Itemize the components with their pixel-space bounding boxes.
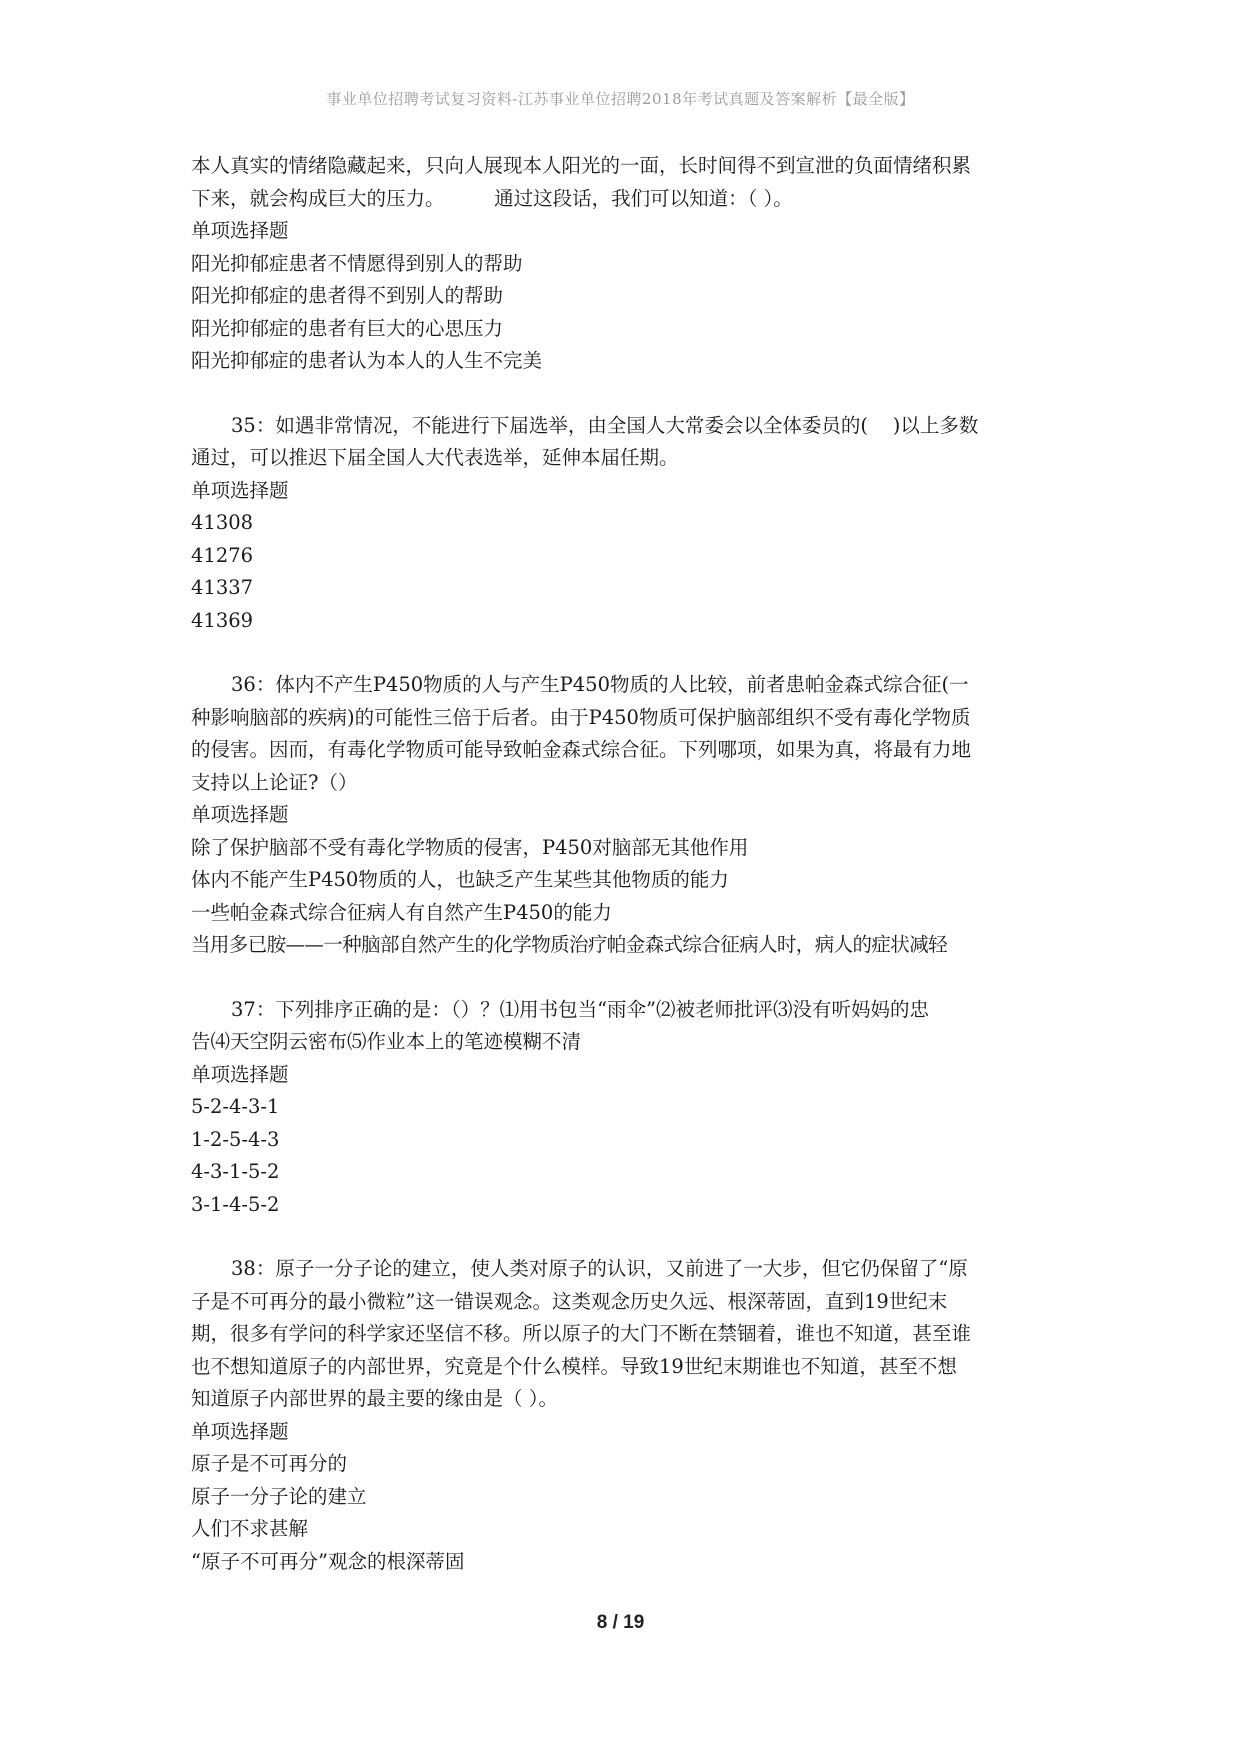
question-stem-line: 支持以上论证?（） [191, 770, 358, 794]
answer-option[interactable]: 4-3-1-5-2 [191, 1160, 280, 1183]
answer-option[interactable]: 人们不求甚解 [191, 1517, 309, 1540]
question-stem-line: 子是不可再分的最小微粒”这一错误观念。这类观念历史久远、根深蒂固，直到19世纪末 [191, 1289, 948, 1313]
answer-option[interactable]: 5-2-4-3-1 [191, 1095, 280, 1118]
question-stem-line: 通过，可以推迟下届全国人大代表选举，延伸本届任期。 [191, 446, 679, 469]
answer-option[interactable]: 阳光抑郁症的患者有巨大的心思压力 [191, 316, 504, 340]
question-continuation [191, 150, 1061, 378]
page-header: 事业单位招聘考试复习资料-江苏事业单位招聘2018年考试真题及答案解析【最全版】 [326, 90, 915, 108]
question-stem-line: 种影响脑部的疾病)的可能性三倍于后者。由于P450物质可保护脑部组织不受有毒化学物质 [191, 705, 971, 729]
answer-option[interactable]: 41308 [191, 511, 254, 534]
spacer [191, 378, 1061, 410]
answer-option[interactable]: 阳光抑郁症患者不情愿得到别人的帮助 [191, 251, 523, 275]
answer-option[interactable]: 除了保护脑部不受有毒化学物质的侵害，P450对脑部无其他作用 [191, 835, 749, 859]
answer-option[interactable]: 3-1-4-5-2 [191, 1192, 280, 1216]
answer-option[interactable]: “原子不可再分”观念的根深蒂固 [191, 1549, 465, 1573]
question-37 [191, 994, 1061, 1222]
answer-option[interactable]: 阳光抑郁症的患者认为本人的人生不完美 [191, 349, 543, 372]
answer-option[interactable]: 41369 [191, 608, 254, 632]
question-type-label: 单项选择题 [191, 219, 289, 242]
answer-option[interactable]: 原子一分子论的建立 [191, 1484, 367, 1508]
answer-option[interactable]: 41337 [191, 576, 254, 599]
question-type-label: 单项选择题 [191, 478, 289, 502]
question-35 [191, 410, 1061, 638]
answer-option[interactable]: 一些帕金森式综合征病人有自然产生P450的能力 [191, 900, 612, 924]
question-stem-line: 告⑷天空阴云密布⑸作业本上的笔迹模糊不清 [191, 1030, 582, 1053]
spacer [191, 637, 1061, 669]
answer-option[interactable]: 当用多已胺——一种脑部自然产生的化学物质治疗帕金森式综合征病人时，病人的症状减轻 [191, 933, 948, 956]
answer-option[interactable]: 体内不能产生P450物质的人，也缺乏产生某些其他物质的能力 [191, 868, 729, 891]
spacer [191, 962, 1061, 994]
question-stem-line: 38：原子一分子论的建立，使人类对原子的认识，又前进了一大步，但它仍保留了“原 [231, 1257, 968, 1280]
answer-option[interactable]: 阳光抑郁症的患者得不到别人的帮助 [191, 284, 504, 307]
question-stem-line: 知道原子内部世界的最主要的缘由是（ ）。 [191, 1387, 558, 1410]
question-type-label: 单项选择题 [191, 1062, 289, 1086]
question-stem-line: 也不想知道原子的内部世界，究竟是个什么模样。导致19世纪末期谁也不知道，甚至不想 [191, 1354, 957, 1378]
answer-option[interactable]: 1-2-5-4-3 [191, 1127, 280, 1151]
question-stem-line: 下来，就会构成巨大的压力。 通过这段话，我们可以知道：（ ）。 [191, 186, 793, 210]
question-stem-line: 期，很多有学问的科学家还坚信不移。所以原子的大门不断在禁锢着，谁也不知道，甚至谁 [191, 1322, 972, 1345]
answer-option[interactable]: 41276 [191, 543, 254, 567]
question-stem-line: 36：体内不产生P450物质的人与产生P450物质的人比较，前者患帕金森式综合征(一 [231, 673, 969, 696]
question-stem-line: 本人真实的情绪隐藏起来，只向人展现本人阳光的一面，长时间得不到宣泄的负面情绪积累 [191, 154, 972, 177]
question-type-label: 单项选择题 [191, 803, 289, 826]
question-stem-line: 35：如遇非常情况，不能进行下届选举，由全国人大常委会以全体委员的( )以上多数 [231, 413, 979, 437]
question-type-label: 单项选择题 [191, 1419, 289, 1443]
spacer [191, 1221, 1061, 1253]
question-36 [191, 669, 1061, 962]
answer-option[interactable]: 原子是不可再分的 [191, 1452, 348, 1475]
page-number: 8 / 19 [596, 1612, 645, 1633]
question-stem-line: 的侵害。因而，有毒化学物质可能导致帕金森式综合征。下列哪项，如果为真，将最有力地 [191, 738, 972, 761]
question-38 [191, 1253, 1061, 1578]
question-stem-line: 37：下列排序正确的是：（）？⑴用书包当“雨伞”⑵被老师批评⑶没有听妈妈的忠 [231, 997, 930, 1021]
document-body [191, 150, 1061, 1578]
